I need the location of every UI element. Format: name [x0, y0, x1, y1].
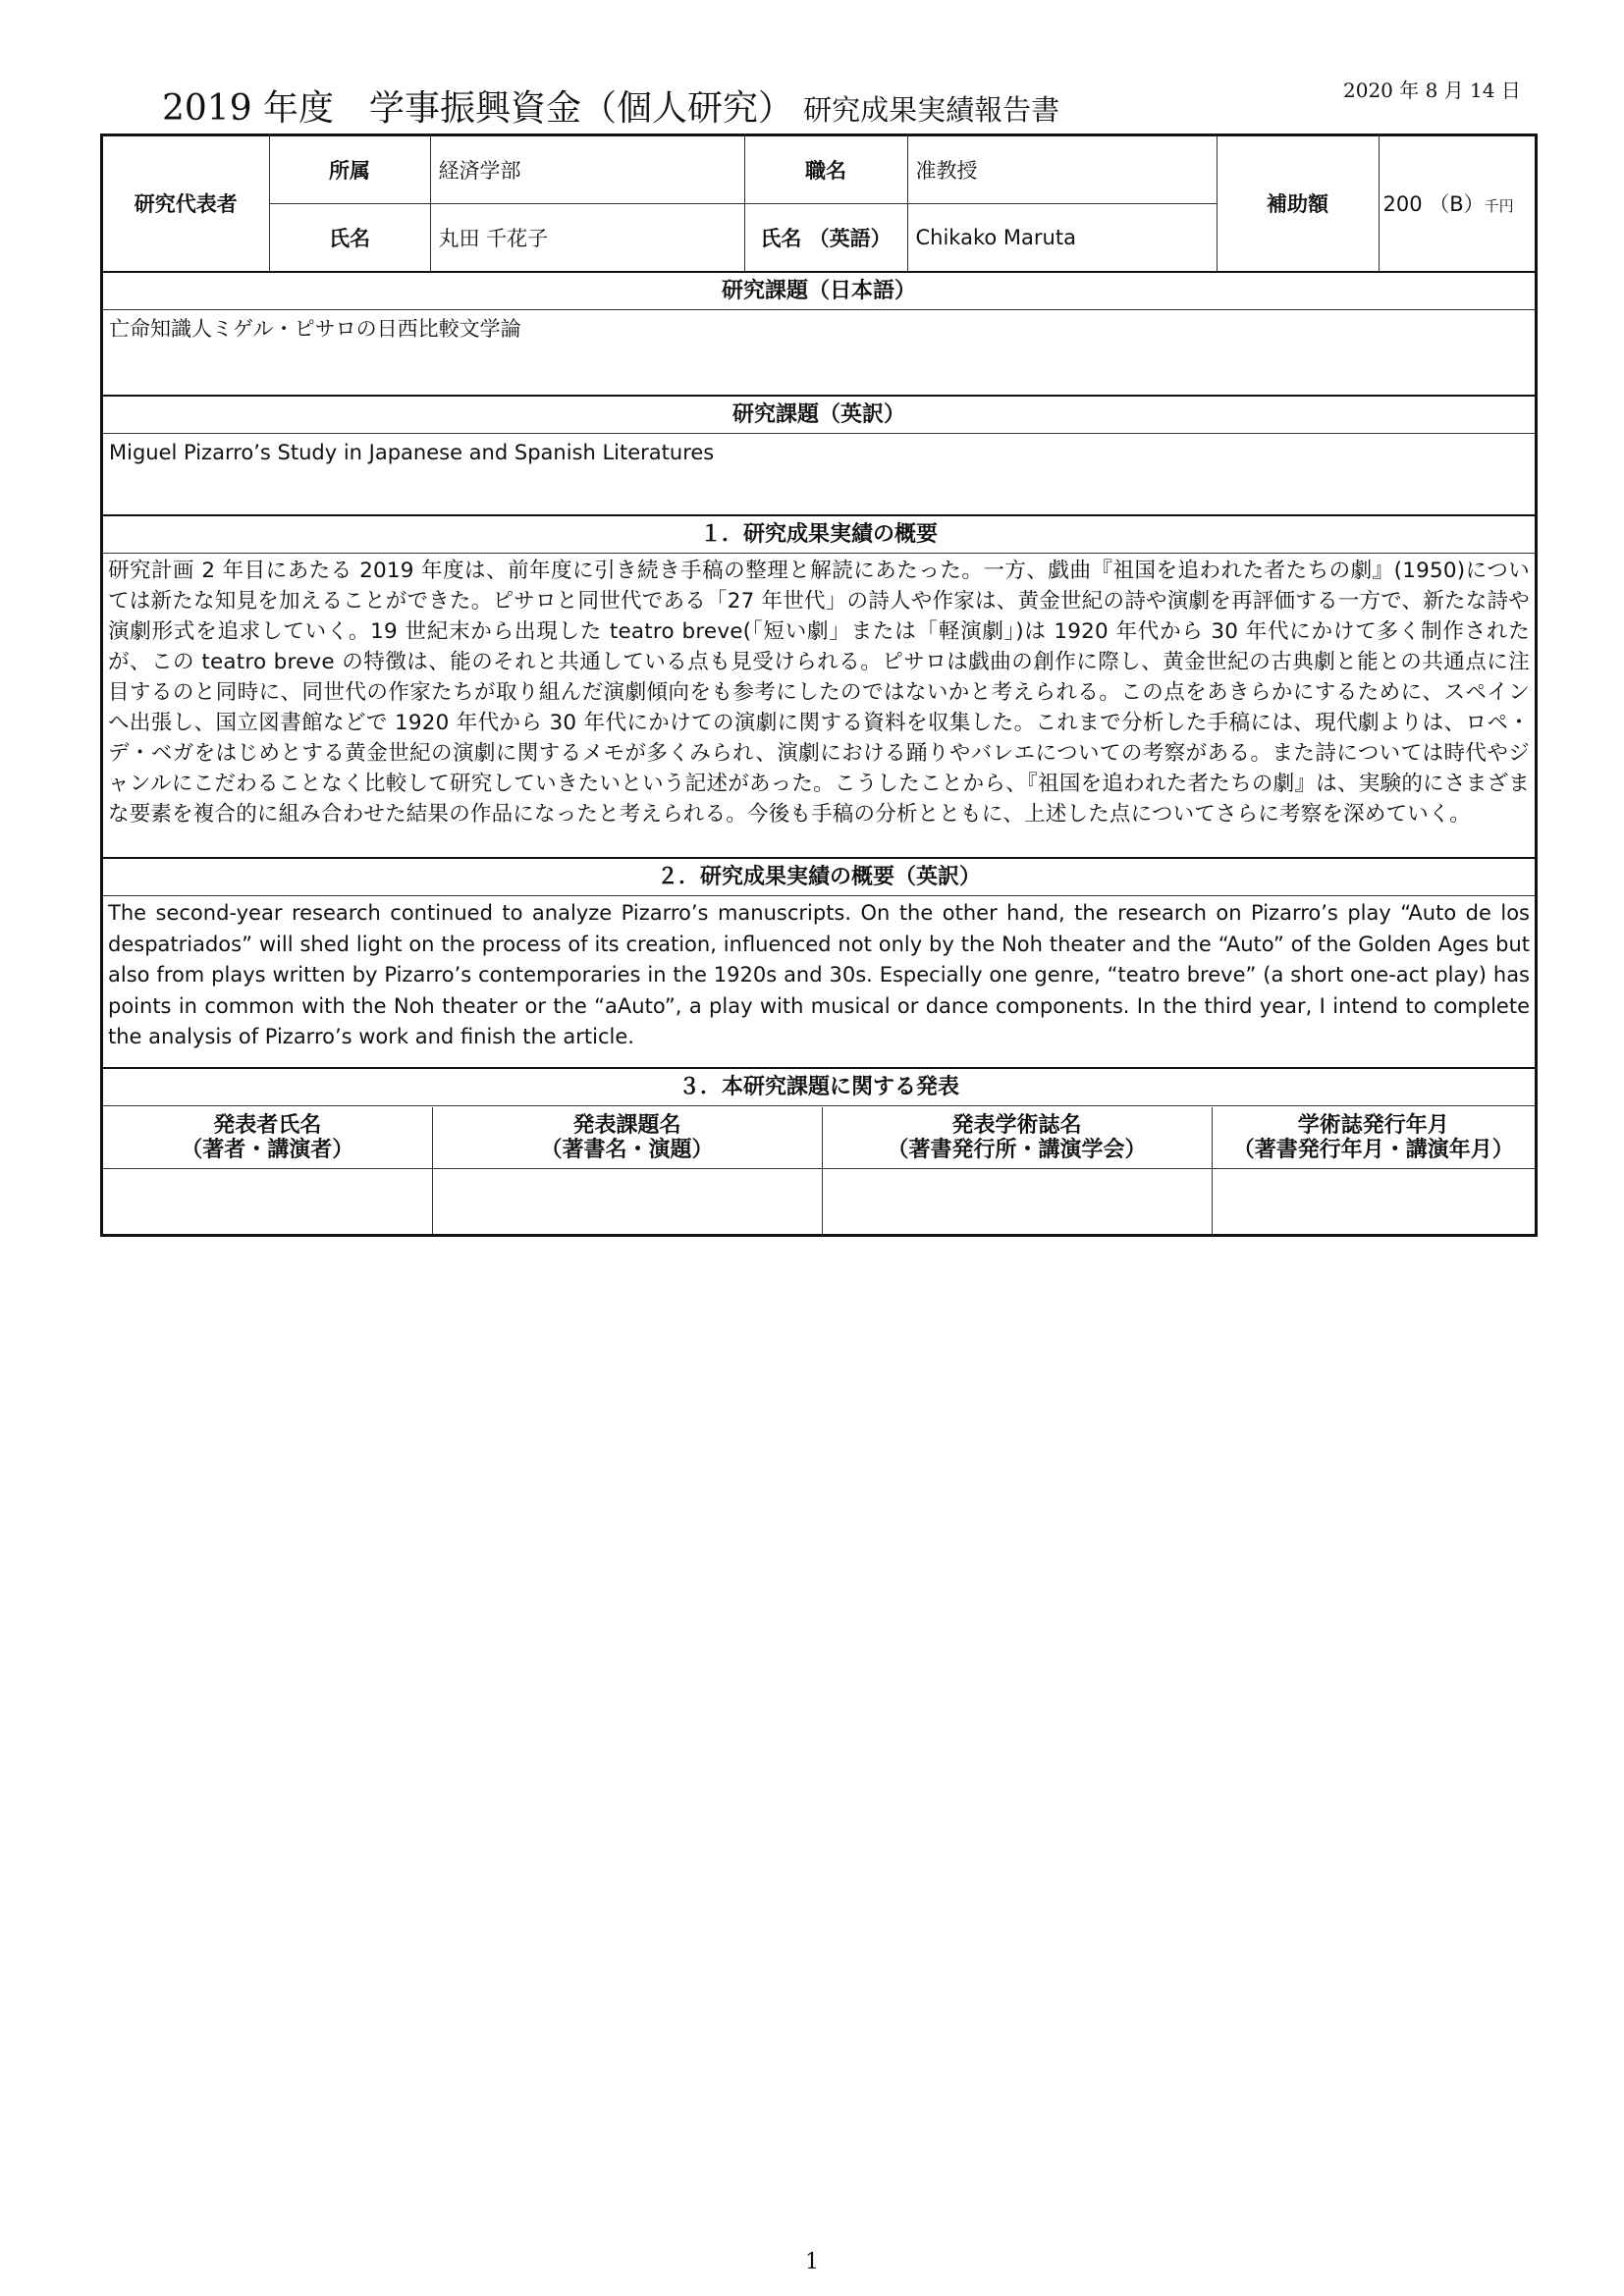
- table-cell-empty: [103, 1169, 432, 1235]
- section-title-en: [103, 395, 1535, 514]
- report-form: [100, 133, 1538, 1237]
- page-title: [162, 80, 1059, 131]
- publications-table: [103, 1107, 1535, 1234]
- column-header-line1: 学術誌発行年月: [1297, 1113, 1449, 1138]
- title-ja-heading: 研究課題（日本語）: [103, 271, 1535, 310]
- table-cell-empty: [1212, 1169, 1535, 1235]
- summary-ja-text: 研究計画 2 年目にあたる 2019 年度は、前年度に引き続き手稿の整理と解読にあたった。一方、戯曲『祖国を追われた者たちの劇』(1950)については新たな知見を加えることができた。ピサロと同世代である「27 年世代」の詩人や作家は、黄金世紀の詩や演劇を再評価する一方で、新たな詩や演劇形式を追求していく。19 世紀末から出現した teatro breve(「短い劇」または「軽演劇」)は 1920 年代から 30 年代にかけて多く制作されたが、この teatro breve の特徴は、能のそれと共通している点も見受けられる。ピサロは戯曲の創作に際し、黄金世紀の古典劇と能との共通点に注目するのと同時に、同世代の作家たちが取り組んだ演劇傾向をも参考にしたのではないかと考えられる。この点をあきらかにするために、スペインへ出張し、国立図書館などで 1920 年代から 30 年代にかけての演劇に関する資料を収集した。これまで分析した手稿には、現代劇よりは、ロペ・デ・ベガをはじめとする黄金世紀の演劇に関するメモが多くみられ、演劇における踊りやバレエについての考察がある。また詩については時代やジャンルにこだわることなく比較して研究していきたいという記述があった。こうしたことから、『祖国を追われた者たちの劇』は、実験的にさまざまな要素を複合的に組み合わせた結果の作品になったと考えられる。今後も手稿の分析とともに、上述した点についてさらに考察を深めていく。: [108, 559, 1530, 827]
- column-header-line2: （著書名・演題）: [540, 1138, 714, 1162]
- grant-amount-cell: [1379, 136, 1535, 271]
- section-title-ja: [103, 271, 1535, 395]
- name-en-label: 氏名 （英語）: [744, 203, 907, 271]
- title-en-heading: 研究課題（英訳）: [103, 395, 1535, 434]
- column-header-line1: 発表学術誌名: [951, 1113, 1082, 1138]
- column-header-line2: （著者・講演者）: [181, 1138, 354, 1162]
- section-summary-en: [103, 857, 1535, 1067]
- table-cell-empty: [432, 1169, 822, 1235]
- name-label: 氏名: [269, 203, 430, 271]
- grant-unit: 千円: [1484, 197, 1514, 216]
- title-en-text: Miguel Pizarro’s Study in Japanese and Spanish Literatures: [109, 441, 715, 464]
- representative-table: [103, 136, 1535, 272]
- summary-ja-heading: １．研究成果実績の概要: [103, 514, 1535, 554]
- summary-en-text: The second-year research continued to analyze Pizarro’s manuscripts. On the other hand, the research on Pizarro’s play “Auto de los despatriados” will shed light on the process of its creation, influenced not only by the Noh theater and the “Auto” of the Golden Ages but also from plays written by Pizarro’s contemporaries in the 1920s and 30s. Especially one genre, “teatro breve” (a short one-act play) has points in common with the Noh theater or the “aAuto”, a play with musical or dance components. In the third year, I intend to complete the analysis of Pizarro’s work and finish the article.: [108, 901, 1530, 1048]
- grant-label: 補助額: [1217, 136, 1379, 271]
- section-summary-ja: [103, 514, 1535, 857]
- name-value: 丸田 千花子: [430, 203, 744, 271]
- publications-heading: ３．本研究課題に関する発表: [103, 1067, 1535, 1106]
- table-cell-empty: [822, 1169, 1212, 1235]
- column-journal: [822, 1107, 1212, 1169]
- report-date: 2020 年 8 月 14 日: [1343, 79, 1521, 102]
- position-value: 准教授: [907, 136, 1217, 203]
- column-header-line2: （著書発行年月・講演年月）: [1232, 1138, 1514, 1162]
- summary-en-heading: ２．研究成果実績の概要（英訳）: [103, 857, 1535, 896]
- column-presenter: [103, 1107, 432, 1169]
- column-date: [1212, 1107, 1535, 1169]
- affiliation-label: 所属: [269, 136, 430, 203]
- position-label: 職名: [744, 136, 907, 203]
- affiliation-value: 経済学部: [430, 136, 744, 203]
- column-header-line1: 発表者氏名: [213, 1113, 322, 1138]
- report-subtitle: 研究成果実績報告書: [803, 93, 1060, 127]
- column-header-line2: （著書発行所・講演学会）: [887, 1138, 1147, 1162]
- grant-amount: 200 （B）: [1382, 192, 1485, 217]
- column-header-line1: 発表課題名: [572, 1113, 681, 1138]
- title-ja-text: 亡命知識人ミゲル・ピサロの日西比較文学論: [109, 317, 521, 341]
- name-en-value: Chikako Maruta: [907, 203, 1217, 271]
- report-title: 2019 年度 学事振興資金（個人研究）: [162, 88, 794, 129]
- column-topic: [432, 1107, 822, 1169]
- page-number: 1: [805, 2250, 819, 2274]
- section-publications: [103, 1067, 1535, 1107]
- representative-label: 研究代表者: [103, 136, 269, 271]
